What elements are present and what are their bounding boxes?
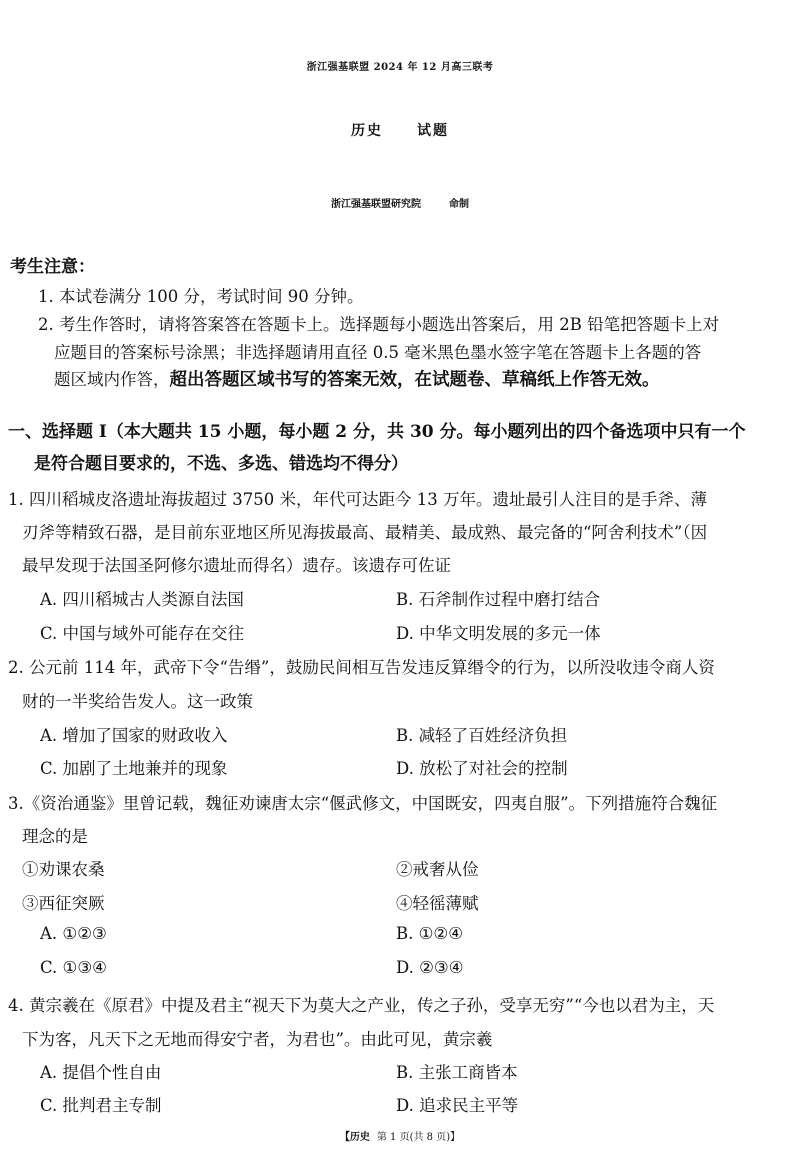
page-footer [0,1128,800,1143]
q3-stem-line-1: 3.《资治通鉴》里曾记载，魏征劝谏唐太宗“偃武修文，中国既安，四夷自服”。下列措施符合魏征 [8,794,718,813]
section-heading-line-1: 一、选择题 Ⅰ（本大题共 15 小题，每小题 2 分，共 30 分。每小题列出的四个备选项中只有一个 [8,422,746,442]
q3-option-c: C. ①③④ [40,958,107,977]
q4-option-b: B. 主张工商皆本 [396,1063,518,1082]
q1-stem-line-1: 1. 四川稻城皮洛遗址海拔超过 3750 米，年代可达距今 13 万年。遗址最引人注目的是手斧、薄 [8,490,707,509]
q1-option-a: A. 四川稻城古人类源自法国 [40,590,244,609]
q1-option-c: C. 中国与域外可能存在交往 [40,624,245,643]
footer-page-number: 第 1 页(共 8 页)】 [376,1132,461,1143]
q3-option-b: B. ①②④ [396,924,463,943]
q1-option-b: B. 石斧制作过程中磨打结合 [396,590,601,609]
q3-option-d: D. ②③④ [396,958,464,977]
section-heading-line-2: 是符合题目要求的，不选、多选、错选均不得分） [34,454,408,474]
q3-option-a: A. ①②③ [40,924,107,943]
q4-option-a: A. 提倡个性自由 [40,1063,162,1082]
q3-item-1: ①劝课农桑 [22,860,105,879]
q3-item-4: ④轻徭薄赋 [396,894,479,913]
notice-item-2-line-1: 2. 考生作答时，请将答案答在答题卡上。选择题每小题选出答案后，用 2B 铅笔把答题卡上对 [38,315,720,334]
q3-stem-line-2: 理念的是 [22,827,88,846]
subject-name: 历史 [351,123,383,139]
paper-type: 试题 [417,123,449,139]
notice-item-2-line-2: 应题目的答案标号涂黑；非选择题请用直径 0.5 毫米黑色墨水签字笔在答题卡上各题的答 [54,343,702,362]
q2-option-d: D. 放松了对社会的控制 [396,759,568,778]
q1-stem-line-3: 最早发现于法国圣阿修尔遗址而得名）遗存。该遗存可佐证 [22,556,451,575]
q2-stem-line-1: 2. 公元前 114 年，武帝下令“告缗”，鼓励民间相互告发违反算缗令的行为，以所没收违令商人资 [8,658,715,677]
q2-stem-line-2: 财的一半奖给告发人。这一政策 [22,692,253,711]
q1-option-d: D. 中华文明发展的多元一体 [396,624,601,643]
publisher-name: 浙江强基联盟研究院 [331,199,421,210]
exam-main-title: 浙江强基联盟 2024 年 12 月高三联考 [306,62,494,73]
q1-stem-line-2: 刃斧等精致石器，是目前东亚地区所见海拔最高、最精美、最成熟、最完备的“阿舍利技术”（因 [22,523,708,542]
q2-option-a: A. 增加了国家的财政收入 [40,726,228,745]
q4-option-c: C. 批判君主专制 [40,1096,162,1115]
notice-item-2-line-3 [54,366,660,391]
publisher-made: 命制 [449,199,469,210]
q3-item-3: ③西征突厥 [22,894,105,913]
q3-item-2: ②戒奢从俭 [396,860,479,879]
notice-item-2-normal: 题区域内作答， [54,370,170,389]
q4-stem-line-1: 4. 黄宗羲在《原君》中提及君主“视天下为莫大之产业，传之子孙，受享无穷”“今也以君为主，天 [8,996,715,1015]
publisher-line [0,195,800,210]
q4-stem-line-2: 下为客，凡天下之无地而得安宁者，为君也”。由此可见，黄宗羲 [22,1030,493,1049]
notice-title: 考生注意： [10,257,95,277]
subject-title [0,120,800,140]
q4-option-d: D. 追求民主平等 [396,1096,519,1115]
q2-option-c: C. 加剧了土地兼并的现象 [40,759,228,778]
notice-item-1: 1. 本试卷满分 100 分，考试时间 90 分钟。 [38,287,364,306]
notice-item-2-bold-warning: 超出答题区域书写的答案无效，在试题卷、草稿纸上作答无效。 [169,370,660,390]
footer-subject: 【历史 [339,1132,370,1143]
q2-option-b: B. 减轻了百姓经济负担 [396,726,568,745]
